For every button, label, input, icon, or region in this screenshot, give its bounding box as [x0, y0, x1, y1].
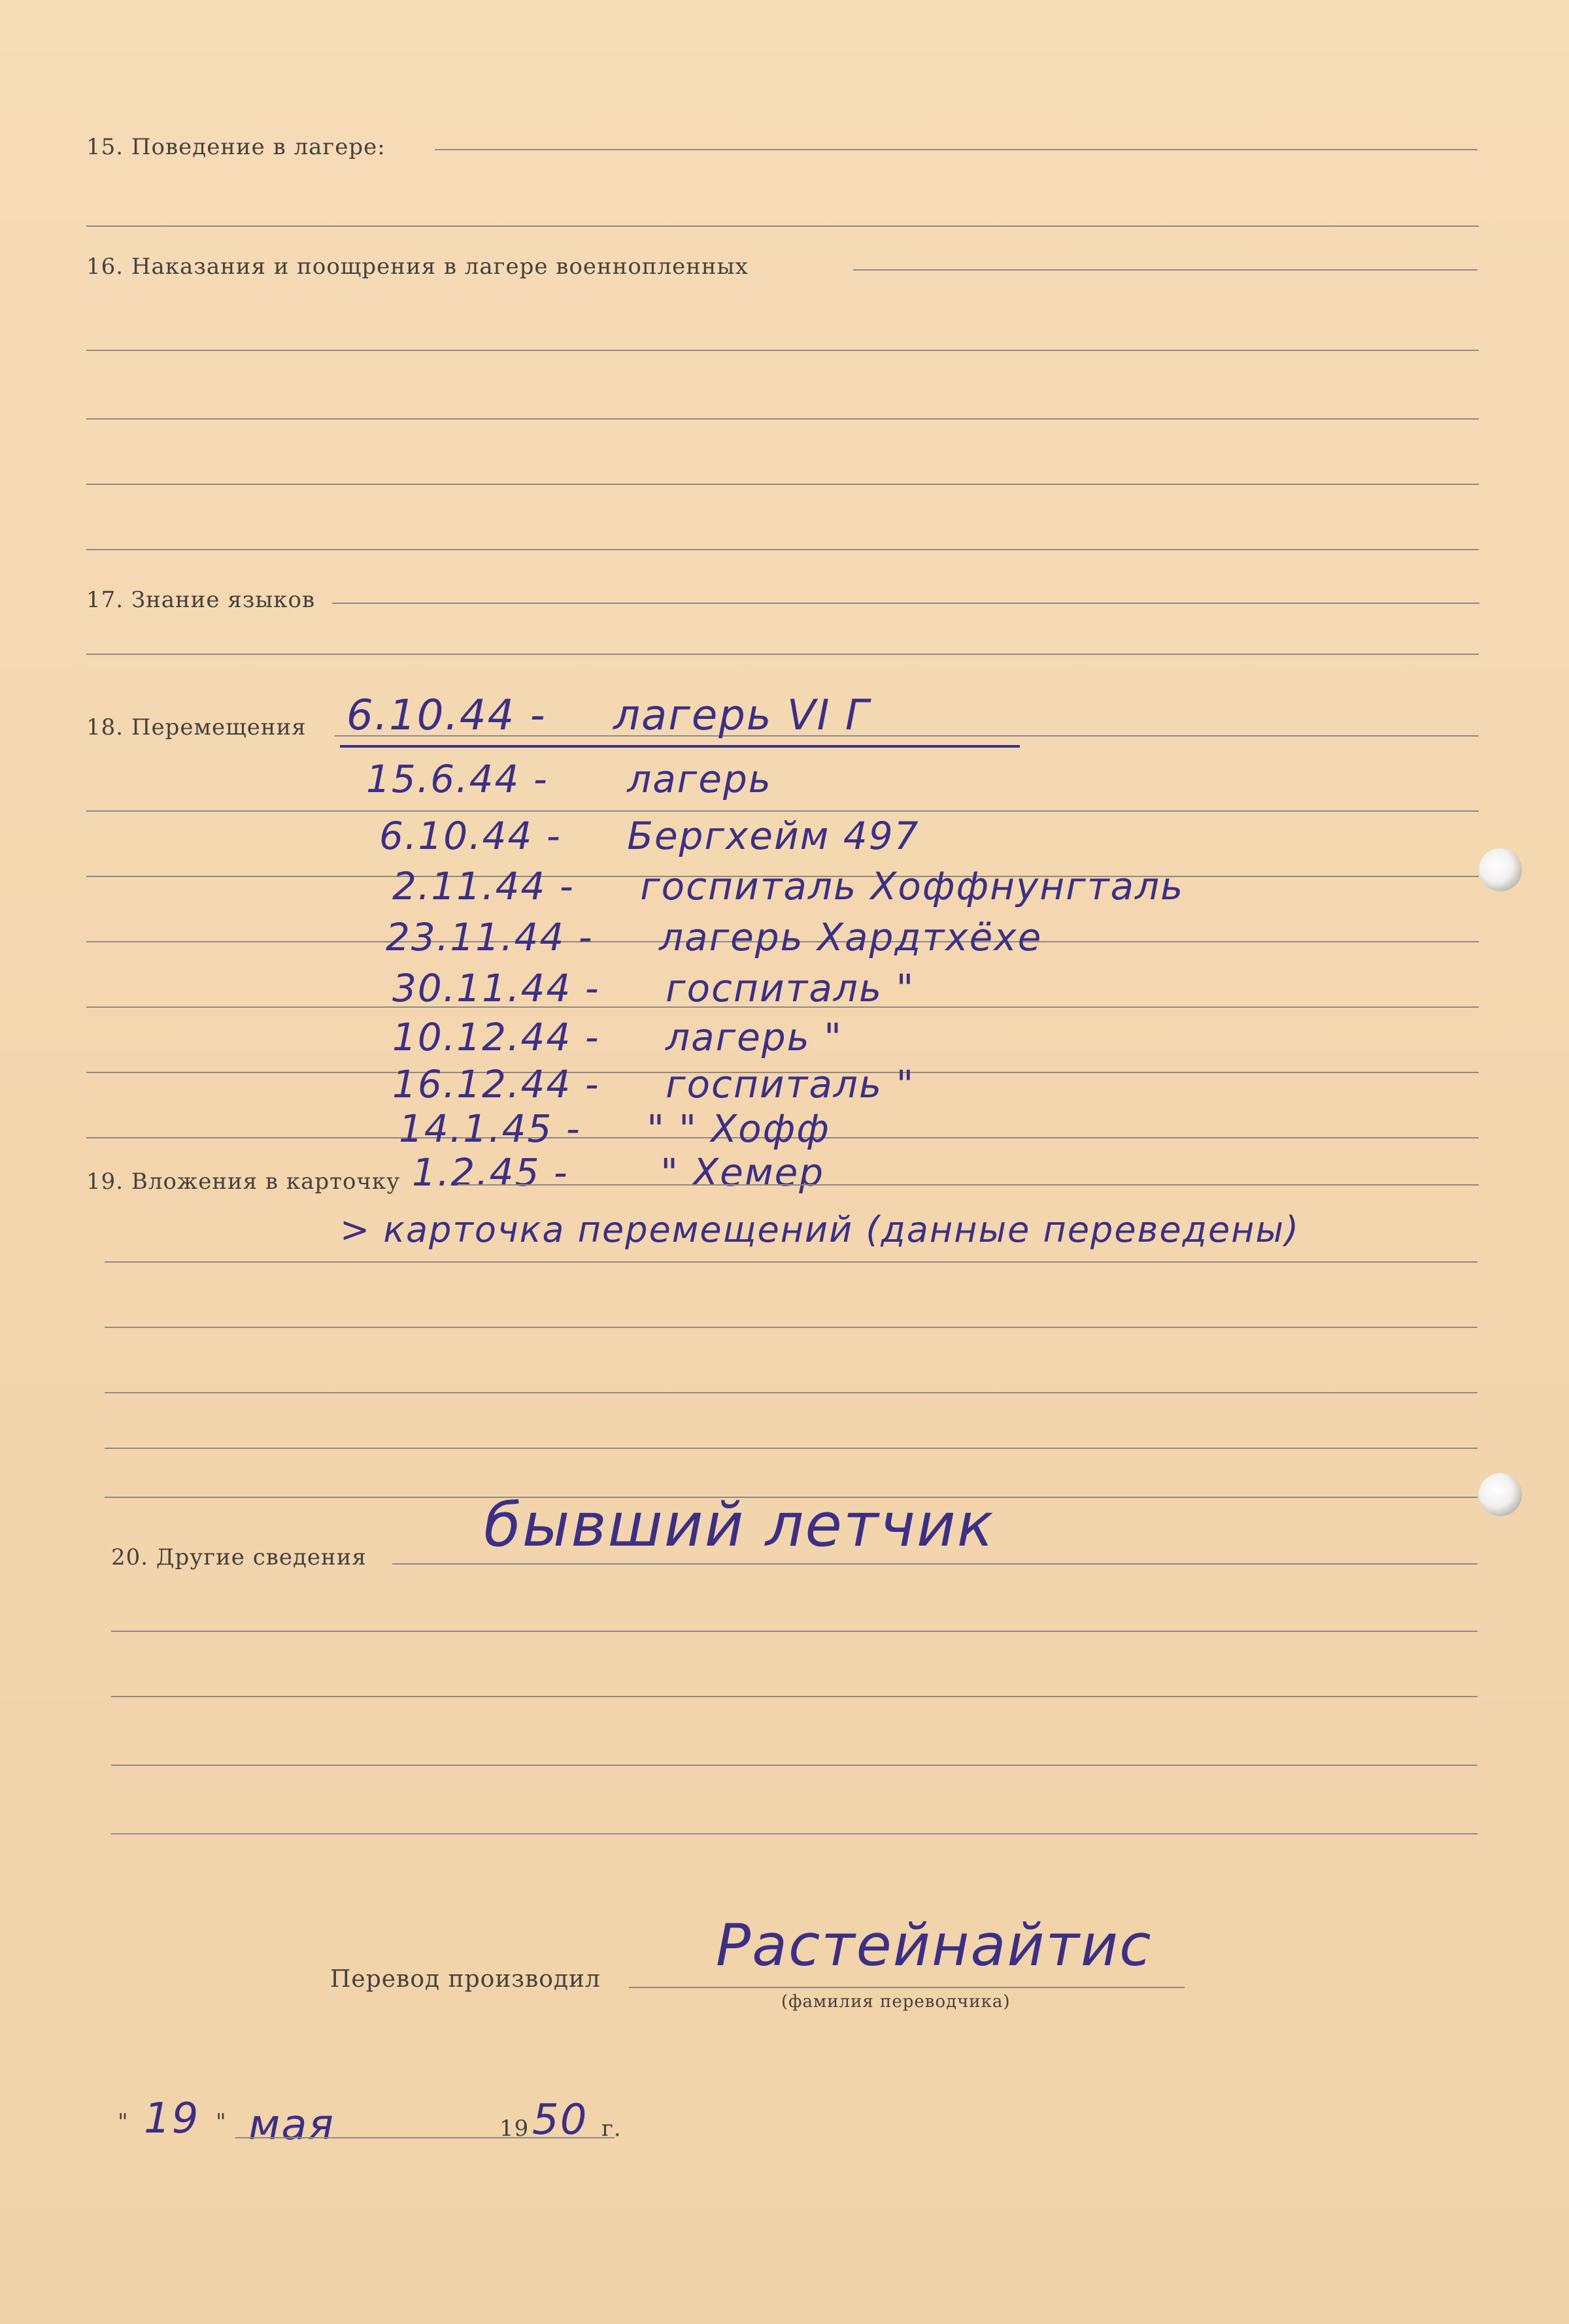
movement-row-9 — [399, 1106, 830, 1151]
date-year-prefix: 19 — [499, 2116, 530, 2142]
movement-row-3 — [379, 814, 920, 858]
movement-date: 1.2.45 - — [412, 1150, 569, 1195]
movement-row-1 — [346, 691, 870, 740]
movement-place: госпиталь " — [666, 966, 915, 1010]
field-20-line-3 — [111, 1696, 1477, 1697]
movement-date: 16.12.44 - — [392, 1062, 600, 1106]
movement-date: 6.10.44 - — [346, 691, 547, 740]
field-20-line-1 — [392, 1563, 1477, 1565]
movement-row-7 — [392, 1015, 843, 1059]
movement-date: 15.6.44 - — [366, 757, 548, 801]
movement-place: госпиталь Хоффнунгталь — [640, 864, 1185, 908]
movement-date: 30.11.44 - — [392, 966, 600, 1010]
movement-underline — [340, 745, 1020, 748]
movement-place: лагерь Хардтхёхе — [659, 915, 1043, 959]
field-16-label: 16. Наказания и поощрения в лагере военнопленных — [86, 254, 749, 280]
movement-row-5 — [386, 915, 1042, 959]
field-19-line-4 — [105, 1392, 1477, 1393]
field-16-line-2 — [86, 350, 1479, 351]
other-info-value: бывший летчик — [484, 1490, 995, 1560]
date-quote-open: " — [118, 2109, 129, 2135]
field-15-line-1 — [435, 149, 1477, 150]
movement-date: 2.11.44 - — [392, 864, 575, 908]
field-17-line-1 — [332, 603, 1479, 604]
field-19-line-2 — [105, 1261, 1477, 1263]
movement-place: госпиталь " — [666, 1062, 915, 1106]
movement-place: Бергхейм 497 — [627, 814, 920, 858]
field-16-line-4 — [86, 484, 1479, 485]
field-18-label: 18. Перемещения — [86, 714, 307, 740]
signature-line — [629, 1987, 1185, 1988]
movement-date: 6.10.44 - — [379, 814, 562, 858]
field-20-line-5 — [111, 1833, 1477, 1834]
movement-row-6 — [392, 966, 915, 1010]
punch-hole-top — [1479, 848, 1522, 891]
document-date — [118, 2095, 706, 2166]
field-19-line-3 — [105, 1327, 1477, 1328]
movement-row-8 — [392, 1062, 915, 1106]
date-suffix: г. — [601, 2116, 622, 2142]
movement-date: 14.1.45 - — [399, 1106, 581, 1151]
date-month: мая — [248, 2101, 335, 2150]
date-day: 19 — [144, 2095, 200, 2143]
field-16-line-5 — [86, 549, 1479, 550]
movement-row-4 — [392, 864, 1184, 908]
movement-place: лагерь VI Г — [613, 691, 870, 740]
signature-caption: (фамилия переводчика) — [781, 1992, 1011, 2012]
movement-place: " " Хофф — [647, 1106, 830, 1151]
attachments-value: > карточка перемещений (данные переведены) — [340, 1209, 1300, 1250]
movement-place: " Хемер — [660, 1150, 825, 1195]
field-20-label: 20. Другие сведения — [111, 1544, 367, 1570]
date-quote-close: " — [216, 2109, 227, 2135]
field-15-line-2 — [86, 225, 1479, 227]
field-15-label: 15. Поведение в лагере: — [86, 134, 386, 160]
field-17-line-2 — [86, 654, 1479, 655]
movement-place: лагерь " — [666, 1015, 843, 1059]
field-19-label: 19. Вложения в карточку — [86, 1169, 401, 1195]
field-19-line-5 — [105, 1448, 1477, 1449]
field-19-line-1 — [458, 1184, 1479, 1186]
translator-signature: Растейнайтис — [716, 1912, 1153, 1979]
movement-place: лагерь — [627, 757, 772, 801]
field-16-line-3 — [86, 418, 1479, 420]
movement-date: 10.12.44 - — [392, 1015, 600, 1059]
movement-row-2 — [366, 757, 772, 801]
field-18-line-2 — [86, 810, 1479, 812]
movement-row-10 — [412, 1150, 824, 1195]
date-year-suffix: 50 — [532, 2096, 588, 2144]
punch-hole-bottom — [1479, 1473, 1522, 1516]
field-16-line-1 — [853, 269, 1477, 271]
field-20-line-4 — [111, 1765, 1477, 1766]
field-20-line-2 — [111, 1631, 1477, 1632]
field-17-label: 17. Знание языков — [86, 587, 316, 613]
translator-label: Перевод производил — [330, 1966, 601, 1993]
movement-date: 23.11.44 - — [386, 915, 594, 959]
